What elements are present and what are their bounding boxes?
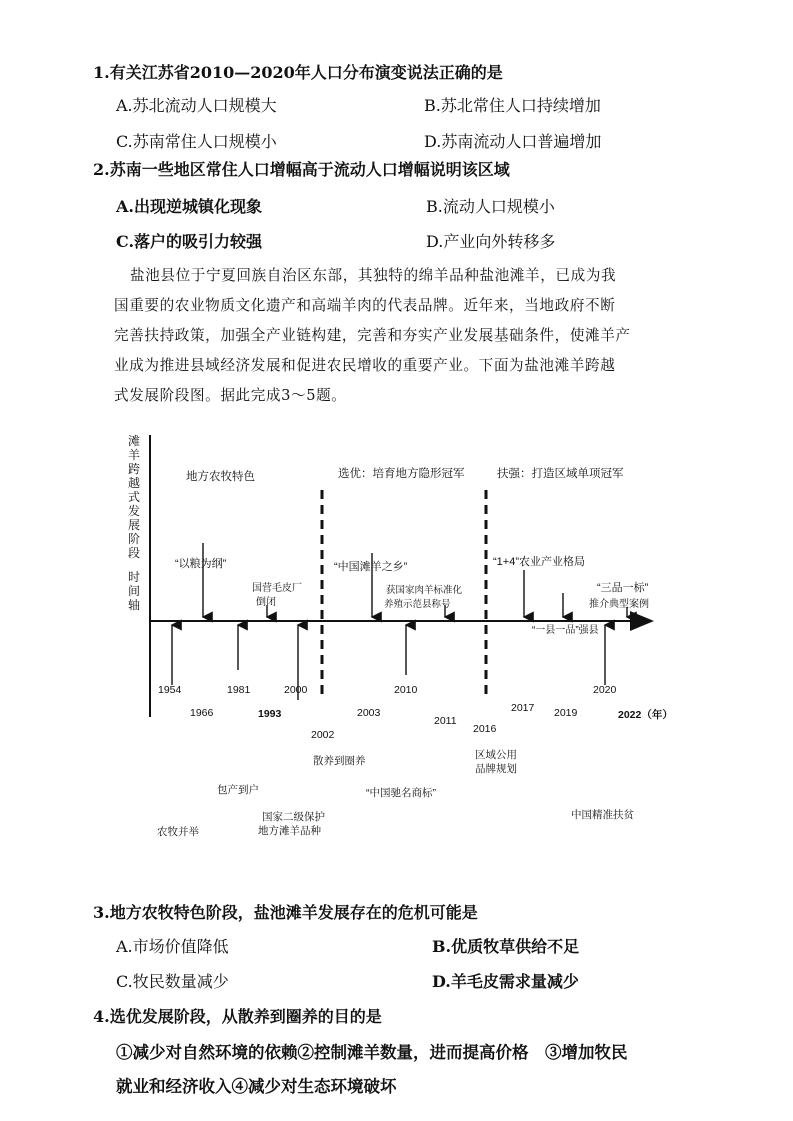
year-label: 2022（年） <box>618 709 673 721</box>
axis-title-char: 滩 <box>128 434 141 448</box>
question-1-option-c: C.苏南常住人口规模小 <box>116 132 277 151</box>
event-label: 倒闭 <box>256 597 276 608</box>
axis-title-char: 段 <box>128 546 141 560</box>
axis-title-char: 发 <box>128 504 141 518</box>
question-1-option-d: D.苏南流动人口普遍增加 <box>424 132 602 151</box>
year-label: 2017 <box>511 702 535 714</box>
event-label: 品牌规划 <box>475 763 517 775</box>
year-label: 2010 <box>394 684 418 696</box>
event-label: 养殖示范县称号 <box>384 599 451 610</box>
event-label: “一县一品”强县 <box>532 625 599 636</box>
question-4-statements-line-2: 就业和经济收入④减少对生态环境破坏 <box>116 1077 397 1096</box>
question-2-stem: 2.苏南一些地区常住人口增幅高于流动人口增幅说明该区域 <box>93 160 510 179</box>
timeline-diagram <box>0 425 793 845</box>
axis-title-char: 式 <box>128 490 141 504</box>
year-label: 1993 <box>258 708 282 720</box>
passage-line: 国重要的农业物质文化遗产和高端羊肉的代表品牌。近年来，当地政府不断 <box>114 297 616 314</box>
question-1-stem: 1.有关江苏省2010—2020年人口分布演变说法正确的是 <box>93 63 503 82</box>
question-2-option-c: C.落户的吸引力较强 <box>116 232 263 251</box>
question-4-stem: 4.选优发展阶段，从散养到圈养的目的是 <box>93 1007 382 1026</box>
question-4-statements-line-1: ①减少对自然环境的依赖②控制滩羊数量，进而提高价格 ③增加牧民 <box>116 1043 628 1062</box>
event-label: “三品一标” <box>597 582 649 594</box>
year-label: 2011 <box>434 715 457 727</box>
event-label: 区域公用 <box>475 749 517 761</box>
passage <box>114 261 694 411</box>
question-1-option-a: A.苏北流动人口规模大 <box>116 96 277 115</box>
event-label: 中国精准扶贫 <box>571 809 634 821</box>
stage-label: 地方农牧特色 <box>186 471 255 483</box>
passage-line: 式发展阶段图。据此完成3～5题。 <box>114 387 347 404</box>
event-label: “中国驰名商标” <box>366 787 436 799</box>
year-label: 1981 <box>227 684 251 696</box>
axis-label-char: 轴 <box>128 598 141 612</box>
passage-line: 完善扶持政策，加强全产业链构建，完善和夯实产业发展基础条件，使滩羊产 <box>114 327 631 344</box>
question-2-option-d: D.产业向外转移多 <box>426 232 556 251</box>
question-3-option-b: B.优质牧草供给不足 <box>432 937 580 956</box>
stage-label: 选优：培育地方隐形冠军 <box>338 468 465 480</box>
year-label: 2002 <box>311 729 335 741</box>
question-3-option-c: C.牧民数量减少 <box>116 972 229 991</box>
question-1-option-b: B.苏北常住人口持续增加 <box>424 96 601 115</box>
event-label: 获国家肉羊标准化 <box>386 585 463 596</box>
year-label: 2000 <box>284 684 308 696</box>
axis-title-char: 跨 <box>128 462 141 476</box>
question-3-stem: 3.地方农牧特色阶段，盐池滩羊发展存在的危机可能是 <box>93 903 478 922</box>
event-label: 国营毛皮厂 <box>252 583 302 594</box>
year-label: 2003 <box>357 707 381 719</box>
year-label: 2020 <box>593 684 617 696</box>
event-label: “以粮为纲” <box>175 558 227 570</box>
year-label: 1954 <box>158 684 182 696</box>
year-label: 1966 <box>190 707 214 719</box>
event-label: “中国滩羊之乡” <box>334 561 408 573</box>
passage-line: 业成为推进县域经济发展和促进农民增收的重要产业。下面为盐池滩羊跨越 <box>114 357 616 374</box>
axis-title-char: 展 <box>128 518 141 532</box>
event-label: 国家二级保护 <box>262 811 325 823</box>
year-label: 2019 <box>554 707 578 719</box>
event-label: “1+4”农业产业格局 <box>493 556 585 568</box>
axis-title-char: 越 <box>128 476 141 490</box>
event-label: 包产到户 <box>217 784 259 796</box>
stage-label: 扶强：打造区域单项冠军 <box>497 468 624 480</box>
question-2-option-a: A.出现逆城镇化现象 <box>116 197 262 216</box>
question-3-option-d: D.羊毛皮需求量减少 <box>432 972 579 991</box>
year-label: 2016 <box>473 723 497 735</box>
axis-title-char: 羊 <box>128 448 141 462</box>
axis-title <box>128 434 140 612</box>
event-label: 农牧并举 <box>157 826 199 838</box>
event-label: 推介典型案例 <box>589 599 649 610</box>
question-2-option-b: B.流动人口规模小 <box>426 197 555 216</box>
event-label: 散养到圈养 <box>313 755 366 767</box>
passage-line: 盐池县位于宁夏回族自治区东部，其独特的绵羊品种盐池滩羊，已成为我 <box>130 267 617 284</box>
question-3-option-a: A.市场价值降低 <box>116 937 229 956</box>
axis-label-char: 时 <box>128 570 141 584</box>
axis-title-char: 阶 <box>128 532 141 546</box>
event-label: 地方滩羊品种 <box>258 825 321 837</box>
axis-label-char: 间 <box>128 584 141 598</box>
